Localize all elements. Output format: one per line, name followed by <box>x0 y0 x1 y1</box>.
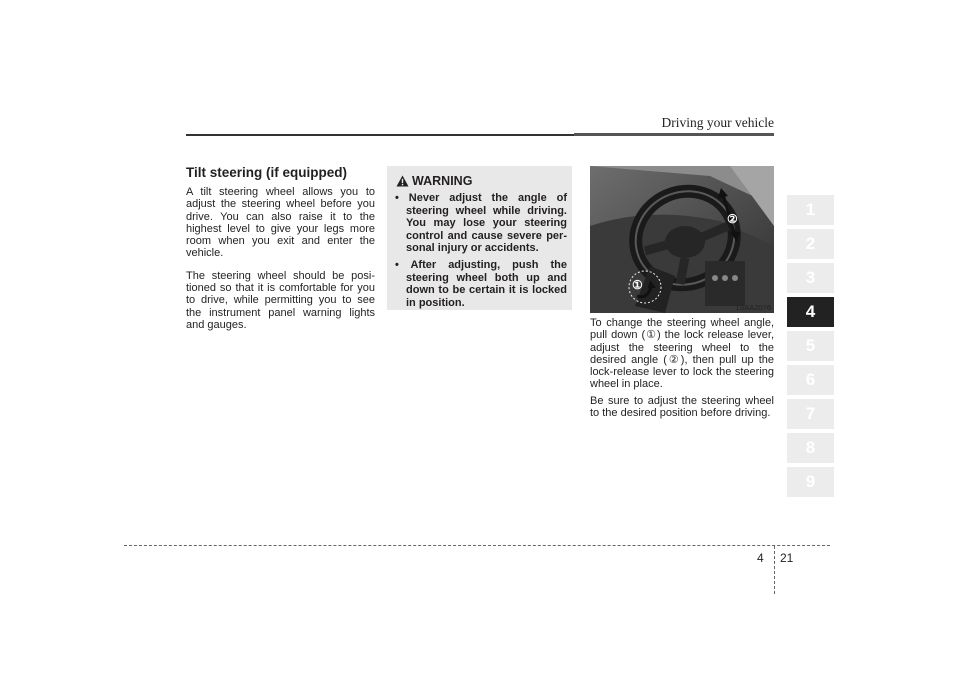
chapter-tab-2[interactable]: 2 <box>787 229 834 259</box>
chapter-tab-9[interactable]: 9 <box>787 467 834 497</box>
warning-item: • After adjusting, push the steering wheel both up and down to be certain it is locked in position. <box>395 258 567 309</box>
warning-item: • Never adjust the angle of steering wheel while driving. You may lose your steering control and cause severe per-sonal injury or accidents. <box>395 192 567 255</box>
chapter-tab-5[interactable]: 5 <box>787 331 834 361</box>
chapter-tab-3[interactable]: 3 <box>787 263 834 293</box>
chapter-tab-4[interactable]: 4 <box>787 297 834 327</box>
chapter-tabs <box>787 195 834 501</box>
header-rule <box>186 134 774 136</box>
page-separator <box>774 546 775 594</box>
paragraph: A tilt steering wheel allows you to adjust the steering wheel before you drive. You can also raise it to the highest level to give your legs more room when you exit and enter the vehicle. <box>186 186 375 260</box>
steering-illustration <box>590 166 774 313</box>
chapter-tab-6[interactable]: 6 <box>787 365 834 395</box>
page-chapter: 4 <box>757 551 764 565</box>
figure-code: 1SAA2076 <box>735 303 771 312</box>
left-column <box>186 165 375 341</box>
section-title: Driving your vehicle <box>661 115 774 130</box>
chapter-tab-8[interactable]: 8 <box>787 433 834 463</box>
paragraph: Be sure to adjust the steering wheel to the desired position before driving. <box>590 394 774 420</box>
warning-box <box>387 166 572 310</box>
callout-1: ① <box>632 278 643 292</box>
warning-icon <box>396 175 409 187</box>
paragraph: The steering wheel should be posi-tioned so that it is comfortable for you to drive, while permitting you to see the instrument panel warning lights and gauges. <box>186 269 375 331</box>
steering-figure <box>590 166 774 313</box>
warning-title: WARNING <box>412 174 473 188</box>
paragraph: To change the steering wheel angle, pull down (①) the lock release lever, adjust the steering wheel to the desired angle (②), then pull up the lock-release lever to lock the steering wheel in place. <box>590 317 774 391</box>
callout-2: ② <box>727 212 738 226</box>
footer-rule <box>124 545 830 546</box>
page-number: 21 <box>780 551 794 565</box>
right-column <box>590 317 774 423</box>
warning-list <box>395 192 567 313</box>
section-heading: Tilt steering (if equipped) <box>186 165 348 180</box>
chapter-tab-1[interactable]: 1 <box>787 195 834 225</box>
warning-header <box>396 174 472 188</box>
chapter-tab-7[interactable]: 7 <box>787 399 834 429</box>
